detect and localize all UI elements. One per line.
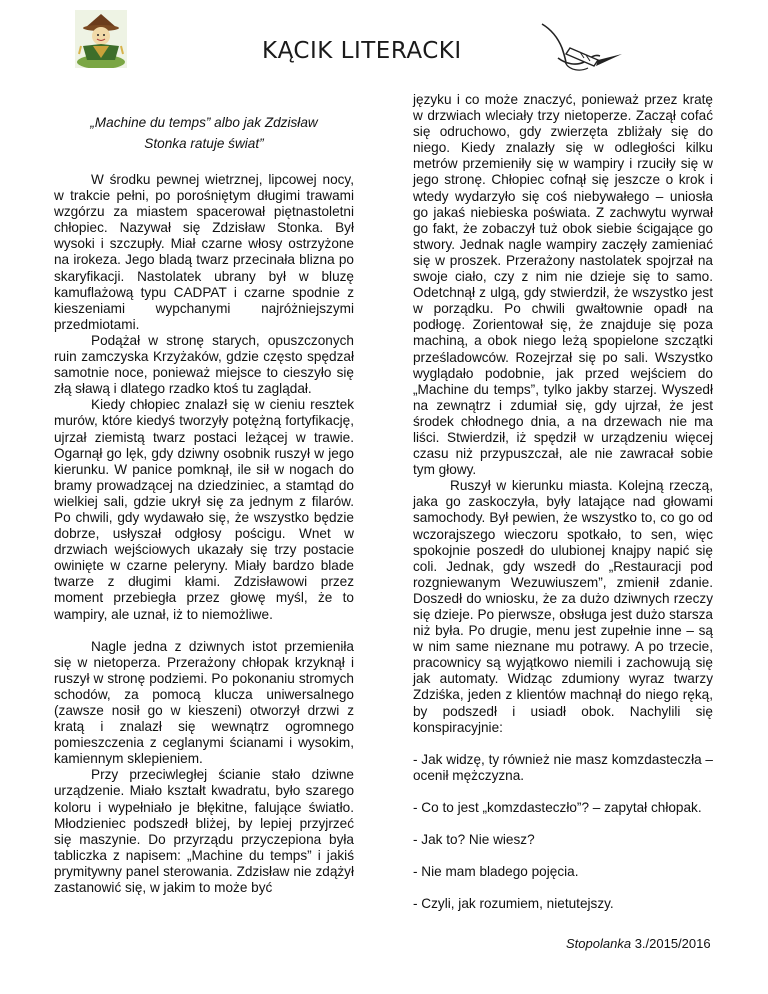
story-title xyxy=(54,112,354,154)
dialogue-line: - Jak to? Nie wiesz? xyxy=(413,832,535,848)
paragraph: Podążał w stronę starych, opuszczonych ruin zamczyska Krzyżaków, gdzie często spędzał samotnie noce, ponieważ miejsce to cieszyło się złą sławą i dlatego rzadko ktoś tu zaglądał. xyxy=(54,332,354,397)
issue-number: 3./2015/2016 xyxy=(634,936,711,951)
story-title-line-1: „Machine du temps” albo jak Zdzisław xyxy=(90,115,318,130)
right-column xyxy=(413,92,713,912)
scarecrow-logo-icon xyxy=(75,10,127,68)
dialogue-line: - Nie mam bladego pojęcia. xyxy=(413,864,579,880)
left-column xyxy=(54,92,354,896)
fountain-pen-icon xyxy=(536,18,626,80)
paragraph: W środku pewnej wietrznej, lipcowej nocy, w trakcie pełni, po porośniętym długimi trawami wzgórzu za miastem spacerował piętnastoletni chłopiec. Nazywał się Zdzisław Stonka. Był wysoki i szczupły. Miał czarne włosy ostrzyżone na irokeza. Jego bladą twarz przecinała blizna po skaryfikacji. Nastolatek ubrany był w bluzę kamuflażową typu CADPAT i czarne spodnie z kieszeniami wypchanymi najróżniejszymi przedmiotami. xyxy=(54,172,354,332)
dialogue-line: - Jak widzę, ty również nie masz komzdasteczła – ocenił mężczyzna. xyxy=(413,751,713,783)
magazine-name: Stopolanka xyxy=(566,936,632,951)
paragraph: języku i co może znaczyć, ponieważ przez kratę w drzwiach wleciały trzy nietoperze. Zaczął cofać się odruchowo, gdy zwierzęta zbliżały się do niego. Kiedy znalazły się w odległości kilku metrów przemieniły się w wampiry i rzuciły się w jego stronę. Chłopiec cofnął się jeszcze o krok i wtedy wydarzyło się coś niebywałego – uniosła go jakaś niebieska poświata. Z zachwytu wyrwał go fakt, że zobaczył tuż obok siebie ścigające go stwory. Jednak nagle wampiry zaczęły zamieniać się w proszek. Przerażony nastolatek spojrzał na swoje ciało, czy z nim nie dzieje się to samo. Odetchnął z ulgą, gdy stwierdził, że wszystko jest w porządku. Po chwili gwałtownie opadł na podłogę. Zorientował się, że znajduje się poza machiną, a obok niego leżą spopielone szczątki prześladowców. Rozejrzał się po sali. Wszystko wyglądało podobnie, jak przed wejściem do „Machine du temps”, tylko jakby starzej. Wyszedł na zewnątrz i zdumiał się, gdy ujrzał, że jest środek chłodnego dnia, a na drzewach nie ma liści. Stwierdził, iż spędził w urządzeniu więcej czasu niż przypuszczał, ale nie zawracał sobie tym głowy. xyxy=(413,92,713,478)
section-title: KĄCIK LITERACKI xyxy=(262,38,462,64)
paragraph: Nagle jedna z dziwnych istot przemieniła się w nietoperza. Przerażony chłopak krzyknął i ruszył w stronę podziemi. Po pokonaniu stromych schodów, za pomocą klucza uniwersalnego (zawsze nosił go w kieszeni) otworzył drzwi z kratą i znalazł się wewnątrz ogromnego pomieszczenia z ceglanymi ścianami i wysokim, kamiennym sklepieniem. xyxy=(54,638,354,767)
paragraph: Ruszył w kierunku miasta. Kolejną rzeczą, jaka go zaskoczyła, były latające nad głowami samochody. Był pewien, że wszystko to, co go od wczorajszego wieczoru spotkało, to sen, więc spokojnie poszedł do ulubionej knajpy napić się coli. Jednak, gdy wszedł do „Restauracji pod rozgniewanym Wezuwiuszem”, zmienił zdanie. Doszedł do wniosku, że za dużo dziwnych rzeczy się dzieje. Po pierwsze, obsługa jest dużo starsza niż była. Po drugie, menu jest zupełnie inne – są w nim same nieznane mu potrawy. A po trzecie, pracownicy są wyjątkowo niemili i zachowują się jak automaty. Widząc zdumiony wyraz twarzy Zdziśka, jeden z klientów machnął do niego ręką, by podszedł i usiadł obok. Nachylili się konspiracyjnie: xyxy=(413,478,713,735)
story-title-line-2: Stonka ratuje świat” xyxy=(144,136,264,151)
dialogue-line: - Co to jest „komzdasteczło”? – zapytał chłopak. xyxy=(413,799,702,815)
paragraph: Przy przeciwległej ścianie stało dziwne urządzenie. Miało kształt kwadratu, było szarego koloru i wypełniało je błękitne, falujące światło. Młodzieniec podszedł bliżej, by lepiej przyjrzeć się maszynie. Do przyrządu przyczepiona była tabliczka z napisem: „Machine du temps” i jakiś prymitywny panel sterowania. Zdzisław nie zdążył zastanowić się, w jakim to może być xyxy=(54,767,354,896)
page-footer xyxy=(566,936,711,951)
dialogue-line: - Czyli, jak rozumiem, nietutejszy. xyxy=(413,896,614,912)
paragraph: Kiedy chłopiec znalazł się w cieniu resztek murów, które kiedyś tworzyły potężną fortyfikację, ujrzał ziemistą twarz postaci leżącej w trawie. Ogarnął go lęk, gdy dziwny osobnik ruszył w jego kierunku. W panice pomknął, ile sił w nogach do bramy prowadzącej na dziedziniec, a stamtąd do wielkiej sali, gdzie ukrył się za jednym z filarów. Po chwili, gdy wydawało się, że wszystko będzie dobrze, usłyszał odgłosy pościgu. Wnet w drzwiach wejściowych ukazały się trzy postacie owinięte w czarne peleryny. Miały bardzo blade twarze z długimi kłami. Zdzisławowi przez moment przebiegła przez głowę myśl, że to wampiry, ale uznał, iż to niemożliwe. xyxy=(54,397,354,622)
